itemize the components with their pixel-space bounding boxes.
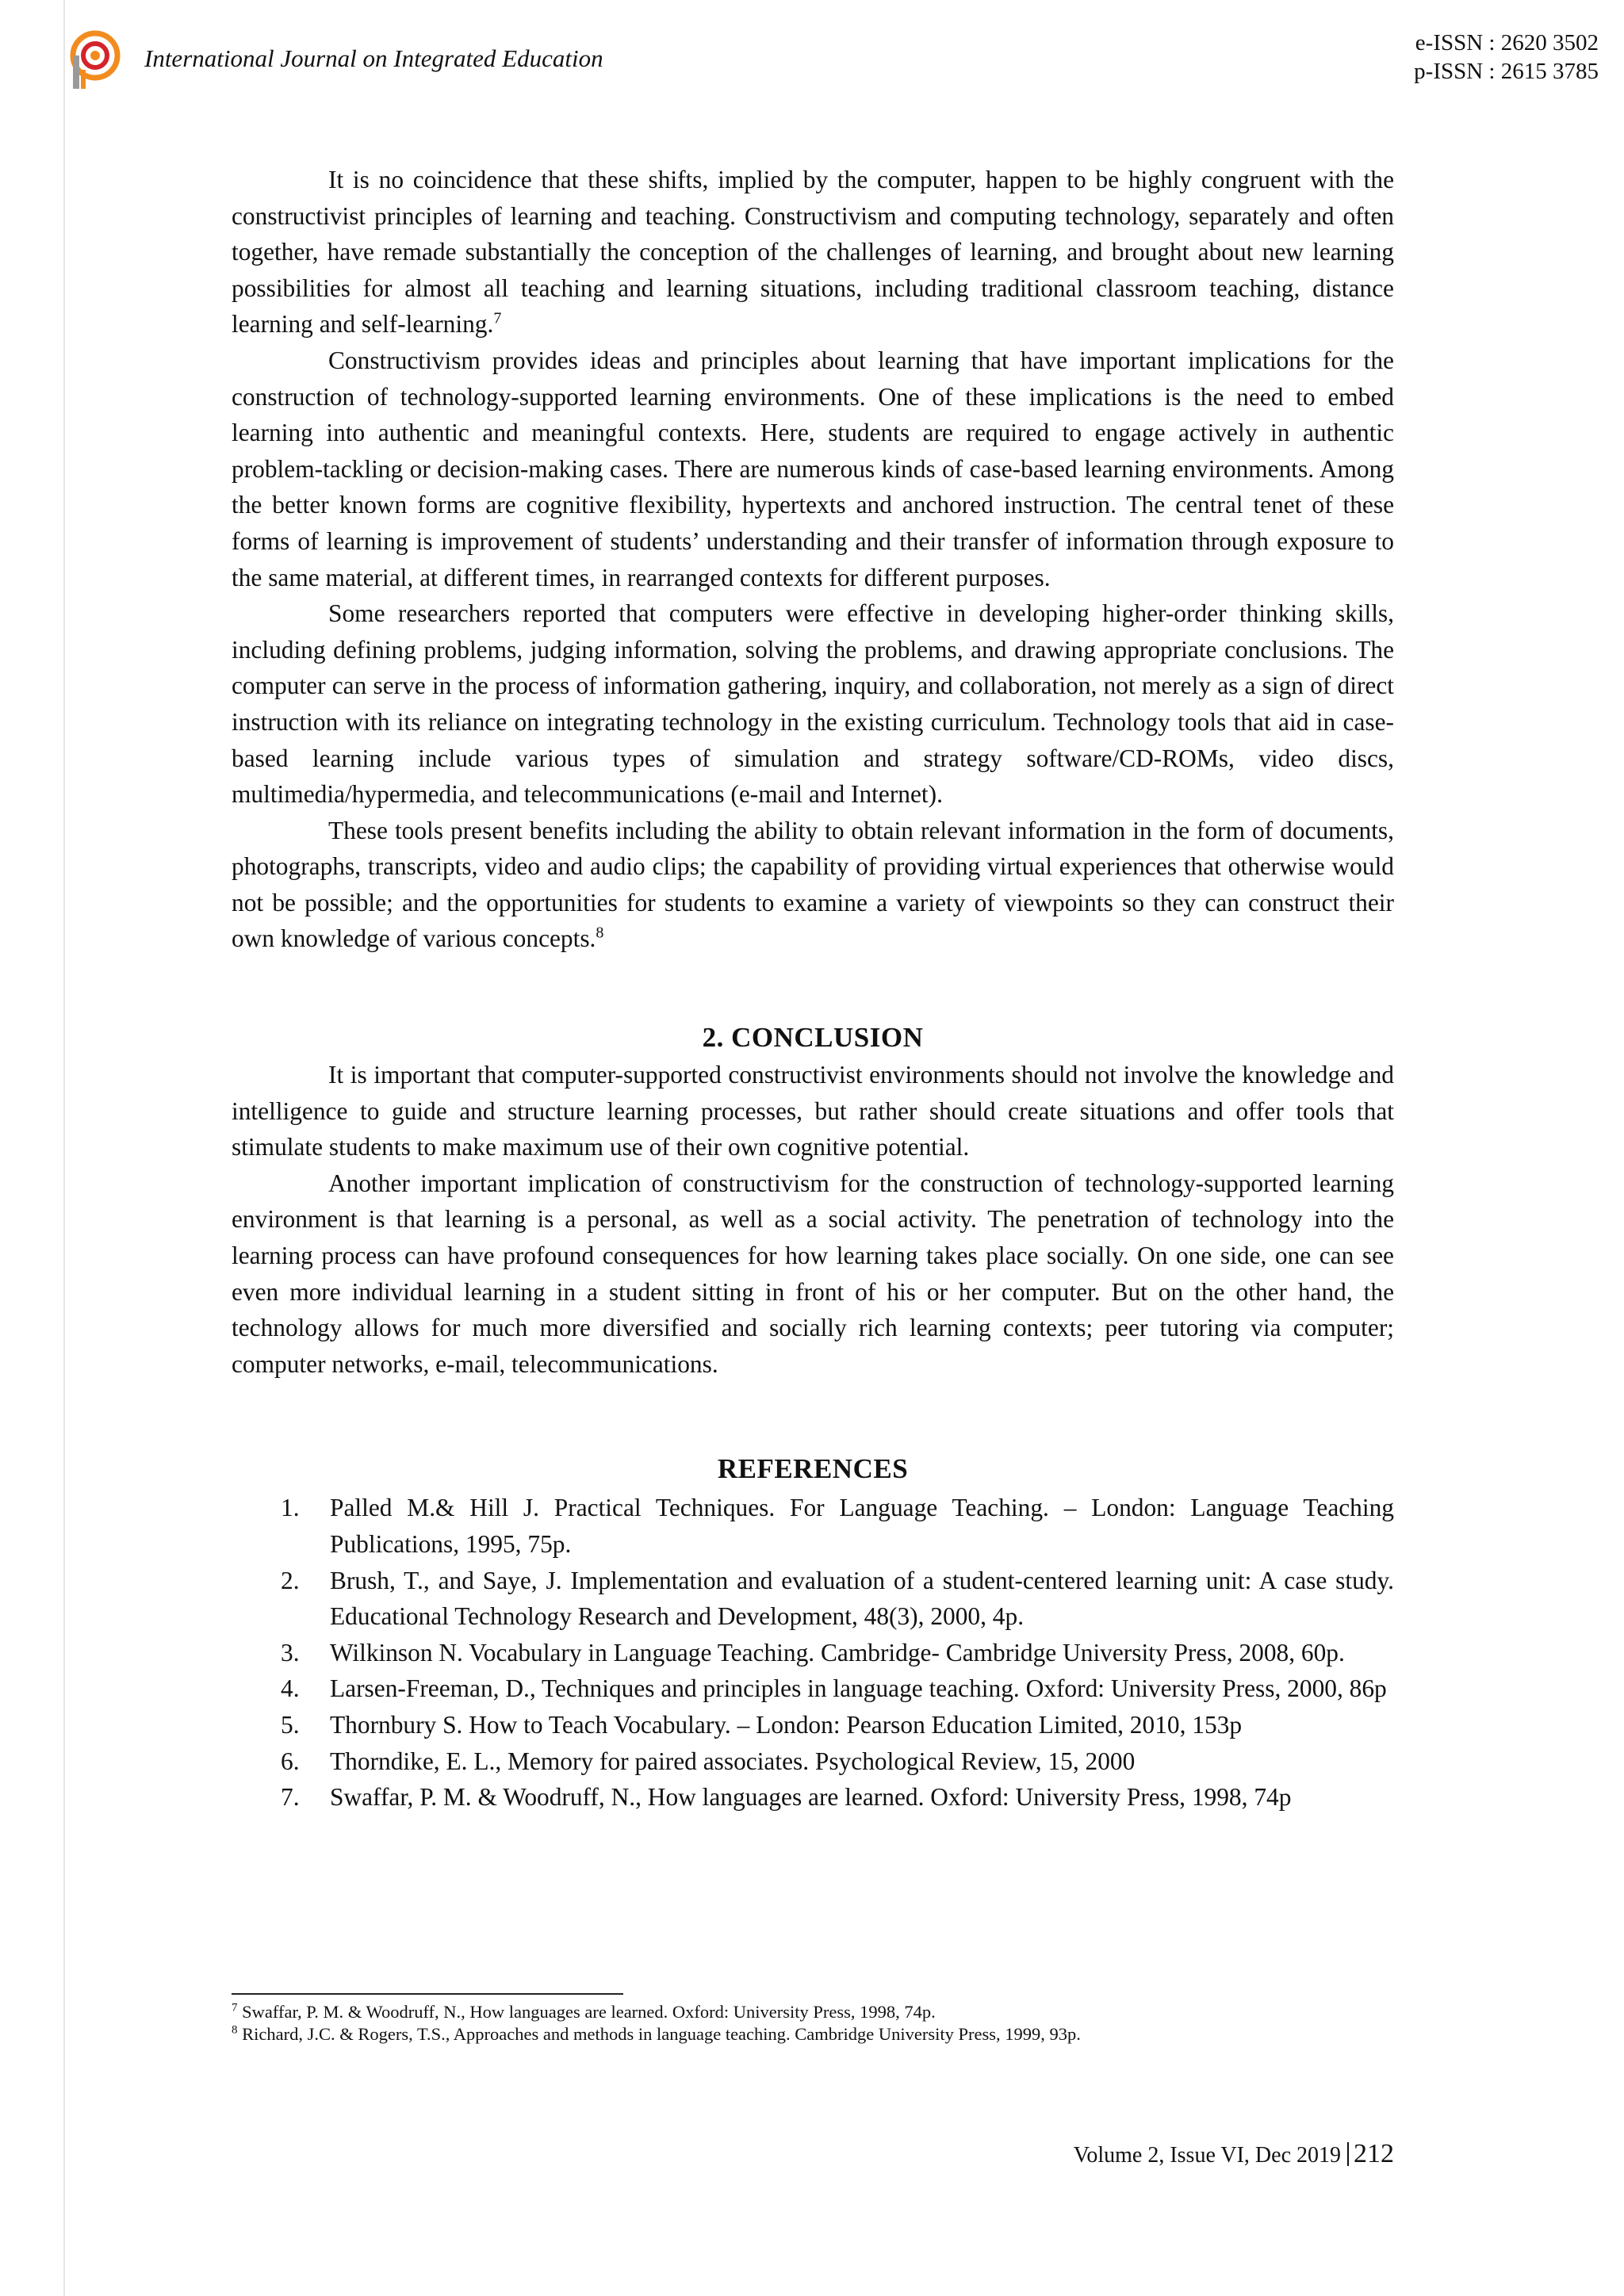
footnote-text: Swaffar, P. M. & Woodruff, N., How languages are learned. Oxford: University Press, 1998, 74p.: [237, 2002, 936, 2022]
references-list: [232, 1490, 1394, 1815]
reference-number: 2.: [281, 1566, 300, 1594]
body-paragraph: Some researchers reported that computers were effective in developing higher-order thinking skills, including defining problems, judging information, solving the problems, and drawing appropriate conclusions. The computer can serve in the process of information gathering, inquiry, and collaboration, not merely as a sign of direct instruction with its reliance on integrating technology in the existing curriculum. Technology tools that aid in case-based learning include various types of simulation and strategy software/CD-ROMs, video discs, multimedia/hypermedia, and telecommunications (e-mail and Internet).: [232, 599, 1394, 809]
footer-separator: [1347, 2142, 1349, 2166]
footnote-divider: [232, 1993, 623, 1995]
journal-title: International Journal on Integrated Education: [144, 44, 603, 72]
reference-text: Thornbury S. How to Teach Vocabulary. – London: Pearson Education Limited, 2010, 153p: [330, 1710, 1243, 1739]
conclusion-heading: 2. CONCLUSION: [702, 1022, 924, 1054]
eissn: e-ISSN : 2620 3502: [1415, 30, 1599, 55]
footnote-marker[interactable]: 7: [493, 309, 502, 327]
page-number: 212: [1354, 2139, 1394, 2168]
page-footer: [1074, 2139, 1394, 2169]
reference-item: [232, 1779, 1394, 1816]
reference-number: 4.: [281, 1674, 300, 1703]
page-edge-rule: [63, 0, 65, 2296]
reference-text: Palled M.& Hill J. Practical Techniques. For Language Teaching. – London: Language Teaching Publications, 1995, 75p.: [330, 1494, 1394, 1558]
journal-logo-icon: [68, 30, 121, 92]
reference-number: 7.: [281, 1783, 300, 1812]
volume-info: Volume 2, Issue VI, Dec 2019: [1073, 2143, 1341, 2168]
body-paragraph: These tools present benefits including the ability to obtain relevant information in the form of documents, photographs, transcripts, video and audio clips; the capability of providing virtual experiences that otherwise would not be possible; and the opportunities for students to examine a variety of viewpoints so they can construct their own knowledge of various concepts.$^8$: [232, 816, 1394, 953]
body-paragraph: It is no coincidence that these shifts, implied by the computer, happen to be highly congruent with the constructivist principles of learning and teaching. Constructivism and computing technology, separately and often together, have remade substantially the conception of the challenges of learning, and brought about new learning possibilities for almost all teaching and learning situations, including traditional classroom teaching, distance learning and self-learning.$^7$: [232, 166, 1394, 339]
conclusion-paragraph: Another important implication of constructivism for the construction of technology-supported learning environment is that learning is a personal, as well as a social activity. The penetration of technology into the learning process can have profound consequences for how learning takes place socially. On one side, one can see even more individual learning in a student sitting in front of his or her computer. But on the other hand, the technology allows for much more diversified and socially rich learning contexts; peer tutoring via computer; computer networks, e-mail, telecommunications.: [232, 1169, 1394, 1378]
reference-item: [232, 1563, 1394, 1635]
reference-text: Thorndike, E. L., Memory for paired associates. Psychological Review, 15, 2000: [330, 1747, 1136, 1775]
reference-item: [232, 1707, 1394, 1743]
footnote-mark: 8: [232, 2023, 238, 2037]
issn-block: [1414, 29, 1599, 86]
pissn: p-ISSN : 2615 3785: [1414, 59, 1599, 84]
reference-text: Swaffar, P. M. & Woodruff, N., How languages are learned. Oxford: University Press, 1998, 74p: [330, 1783, 1292, 1812]
reference-item: [232, 1635, 1394, 1671]
reference-number: 5.: [281, 1710, 300, 1739]
reference-item: [232, 1490, 1394, 1562]
reference-text: Wilkinson N. Vocabulary in Language Teaching. Cambridge- Cambridge University Press, 2008, 60p.: [330, 1638, 1345, 1667]
reference-text: Larsen-Freeman, D., Techniques and principles in language teaching. Oxford: University Press, 2000, 86p: [330, 1674, 1387, 1703]
conclusion-paragraph: It is important that computer-supported constructivist environments should not involve the knowledge and intelligence to guide and structure learning processes, but rather should create situations and offer tools that stimulate students to make maximum use of their own cognitive potential.: [232, 1061, 1394, 1161]
reference-text: Brush, T., and Saye, J. Implementation and evaluation of a student-centered learning unit: A case study. Educational Technology Research and Development, 48(3), 2000, 4p.: [330, 1566, 1394, 1631]
footnote: [232, 2001, 1394, 2023]
reference-item: [232, 1743, 1394, 1780]
footnote-text: Richard, J.C. & Rogers, T.S., Approaches and methods in language teaching. Cambridge University Press, 1999, 93p.: [237, 2024, 1081, 2044]
reference-item: [232, 1670, 1394, 1707]
footnote: [232, 2023, 1394, 2045]
reference-number: 1.: [281, 1494, 300, 1522]
footnote-marker[interactable]: 8: [596, 924, 604, 942]
footnote-mark: 7: [232, 2001, 238, 2015]
footnotes: [232, 2001, 1394, 2045]
article-content: [232, 162, 1394, 1816]
references-heading: REFERENCES: [717, 1453, 909, 1485]
reference-number: 6.: [281, 1747, 300, 1775]
body-paragraph: Constructivism provides ideas and principles about learning that have important implications for the construction of technology-supported learning environments. One of these implications is the need to embed learning into authentic and meaningful contexts. Here, students are required to engage actively in authentic problem-tackling or decision-making cases. There are numerous kinds of case-based learning environments. Among the better known forms are cognitive flexibility, hypertexts and anchored instruction. The central tenet of these forms of learning is improvement of students’ understanding and their transfer of information through exposure to the same material, at different times, in rearranged contexts for different purposes.: [232, 346, 1394, 591]
page-header: [68, 24, 1599, 95]
reference-number: 3.: [281, 1638, 300, 1667]
